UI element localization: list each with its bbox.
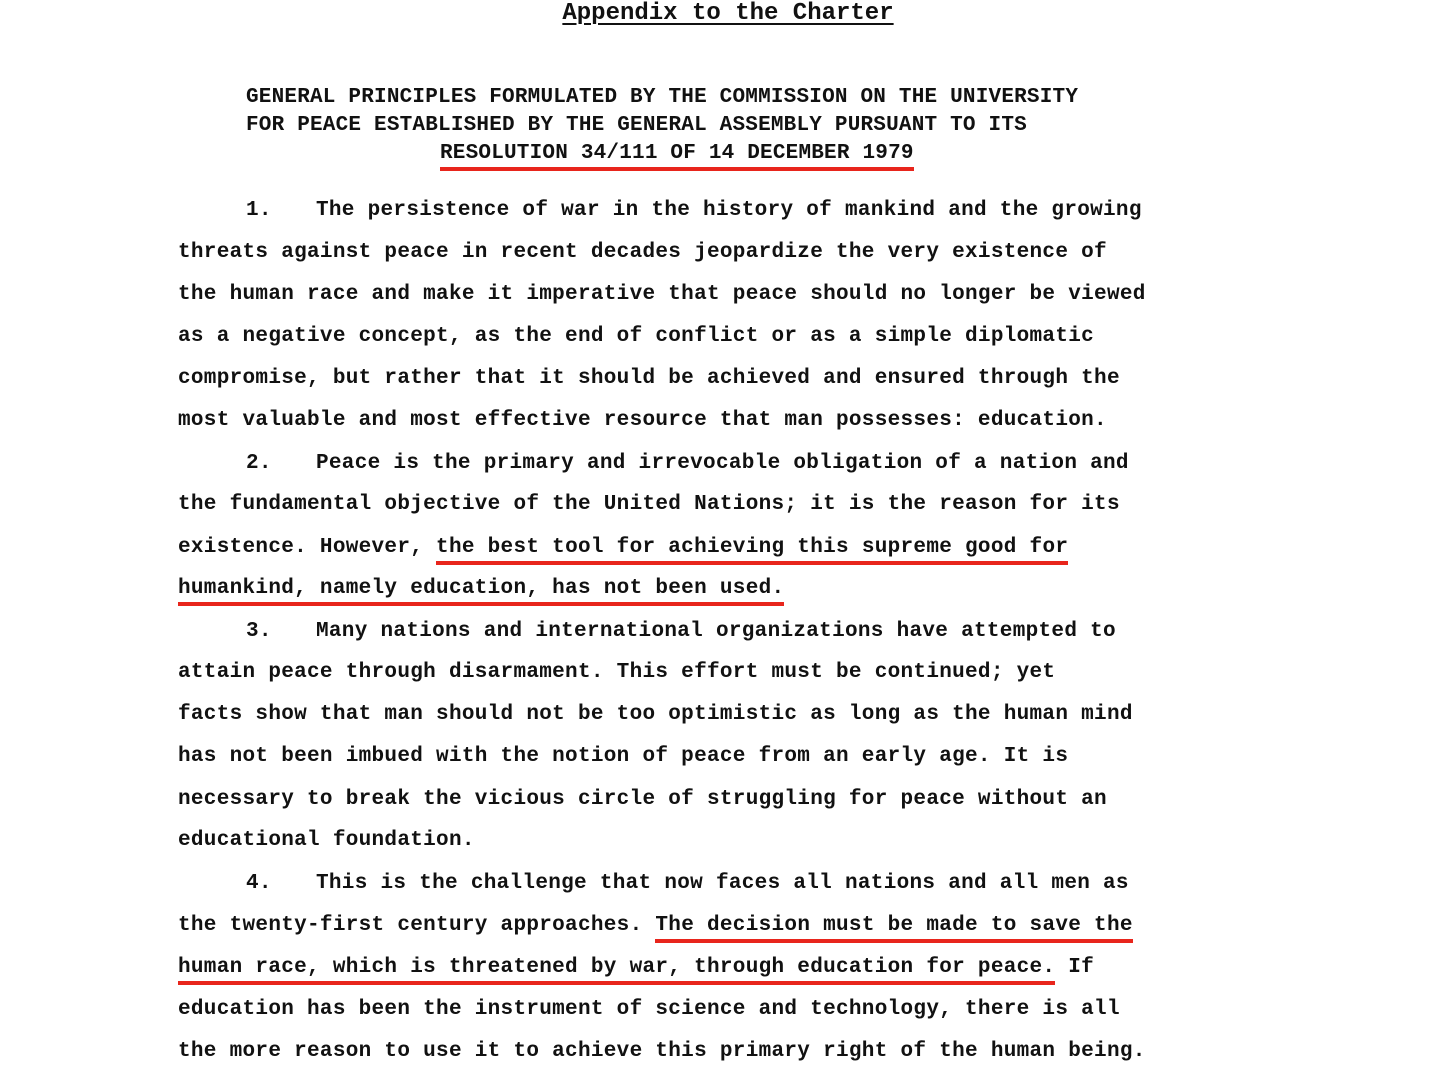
paragraph-4-line: education has been the instrument of science and technology, there is all (178, 998, 1120, 1021)
resolution-highlight: RESOLUTION 34/111 OF 14 DECEMBER 1979 (440, 142, 914, 171)
paragraph-number: 4. (246, 872, 272, 895)
paragraph-3-line: attain peace through disarmament. This effort must be continued; yet (178, 661, 1056, 684)
highlighted-passage: human race, which is threatened by war, through education for peace. (178, 956, 1055, 985)
paragraph-4-line: the more reason to use it to achieve this primary right of the human being. (178, 1040, 1146, 1063)
paragraph-1-line: compromise, but rather that it should be achieved and ensured through the (178, 367, 1120, 390)
principles-heading (246, 84, 1206, 168)
paragraph-1-line: as a negative concept, as the end of conflict or as a simple diplomatic (178, 325, 1095, 348)
paragraph-3-line: has not been imbued with the notion of peace from an early age. It is (178, 745, 1069, 768)
paragraph-number: 1. (246, 199, 272, 222)
paragraph-1-line: threats against peace in recent decades jeopardize the very existence of (178, 241, 1107, 264)
paragraph-3-line: necessary to break the vicious circle of struggling for peace without an (178, 788, 1107, 811)
highlighted-passage: the best tool for achieving this supreme good for (436, 536, 1068, 565)
paragraph-1-line: 1. The persistence of war in the history of mankind and the growing (178, 196, 1142, 226)
paragraph-number: 2. (246, 452, 272, 475)
document-title: Appendix to the Charter (562, 0, 894, 27)
highlighted-passage: The decision must be made to save the (655, 914, 1132, 943)
paragraph-2-line (178, 574, 784, 604)
paragraph-4-line: 4. This is the challenge that now faces all nations and all men as (178, 869, 1129, 899)
paragraph-3-line: 3. Many nations and international organizations have attempted to (178, 617, 1116, 647)
paragraph-3-line: facts show that man should not be too optimistic as long as the human mind (178, 703, 1133, 726)
heading-line: FOR PEACE ESTABLISHED BY THE GENERAL ASSEMBLY PURSUANT TO ITS (246, 114, 1027, 137)
paragraph-number: 3. (246, 620, 272, 643)
paragraph-2-line: 2. Peace is the primary and irrevocable obligation of a nation and (178, 449, 1129, 479)
paragraph-2-line: the fundamental objective of the United Nations; it is the reason for its (178, 493, 1120, 516)
heading-line-resolution (440, 140, 1400, 168)
paragraph-1-line: most valuable and most effective resource that man possesses: education. (178, 409, 1107, 432)
heading-line: GENERAL PRINCIPLES FORMULATED BY THE COMMISSION ON THE UNIVERSITY (246, 86, 1079, 109)
paragraph-1-line: the human race and make it imperative that peace should no longer be viewed (178, 283, 1146, 306)
paragraph-2-line: existence. However, the best tool for achieving this supreme good for (178, 533, 1068, 563)
paragraph-3-line: educational foundation. (178, 829, 475, 852)
highlighted-passage: humankind, namely education, has not been used. (178, 577, 784, 606)
paragraph-4-line: human race, which is threatened by war, through education for peace. If (178, 953, 1094, 983)
paragraph-4-line: the twenty-first century approaches. The decision must be made to save the (178, 911, 1133, 941)
